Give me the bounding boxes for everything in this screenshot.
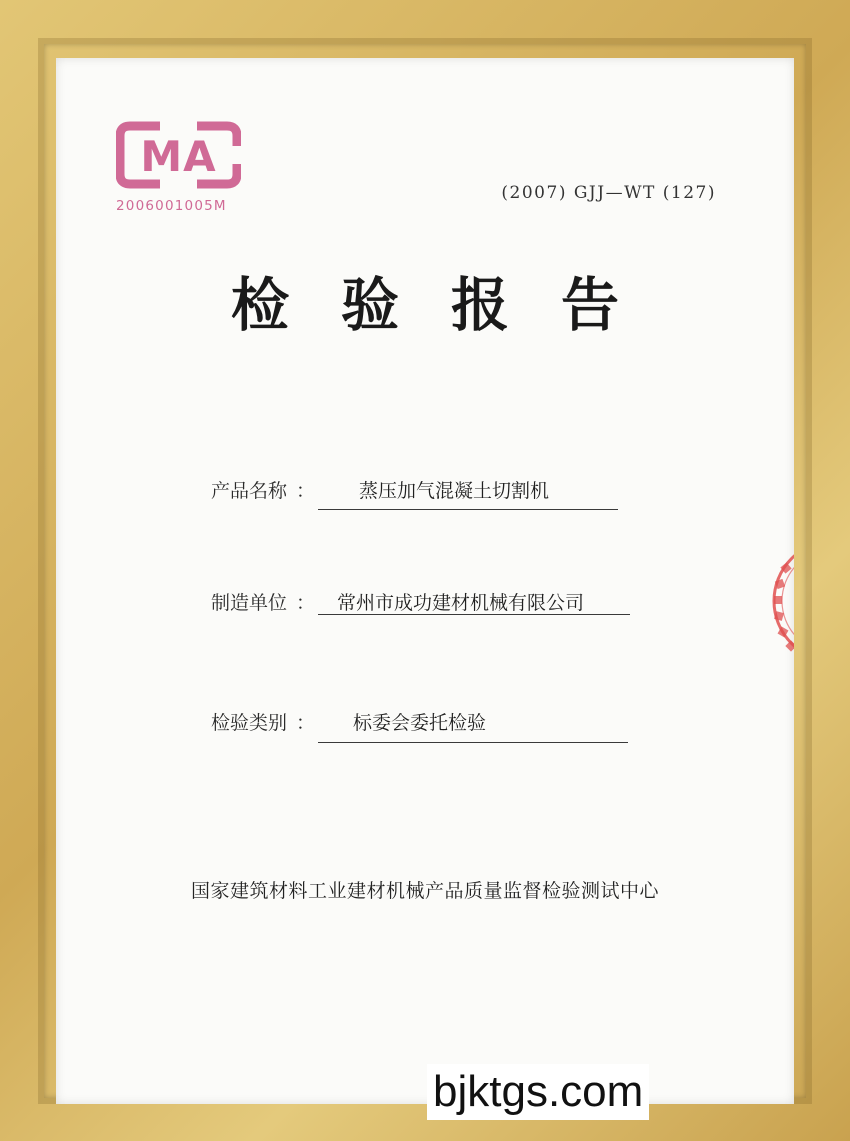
manufacturer-colon: ： [296, 592, 316, 614]
page-title: 检验报告 [230, 271, 671, 339]
cma-certification-mark [116, 120, 241, 190]
manufacturer-label: 制造单位 [211, 592, 288, 614]
product-name-underline [318, 509, 618, 510]
product-name-value: 蒸压加气混凝土切割机 [359, 480, 550, 502]
red-seal-stamp [752, 536, 794, 666]
product-name-label: 产品名称 [211, 480, 288, 502]
cma-letters: MA [140, 132, 217, 181]
inspection-category-colon: ： [296, 712, 316, 734]
certification-number: 2006001005M [116, 198, 227, 214]
inspection-category-value: 标委会委托检验 [353, 712, 487, 734]
site-watermark: bjktgs.com [427, 1064, 649, 1120]
manufacturer-underline [318, 614, 630, 615]
manufacturer-value: 常州市成功建材机械有限公司 [337, 592, 585, 614]
inspection-category-underline [318, 742, 628, 743]
report-number: (2007) GJJ—WT (127) [501, 183, 716, 203]
inspection-category-label: 检验类别 [211, 712, 288, 734]
report-cover-page [56, 58, 794, 1104]
product-name-colon: ： [296, 480, 316, 502]
issuing-organization: 国家建筑材料工业建材机械产品质量监督检验测试中心 [190, 880, 659, 902]
